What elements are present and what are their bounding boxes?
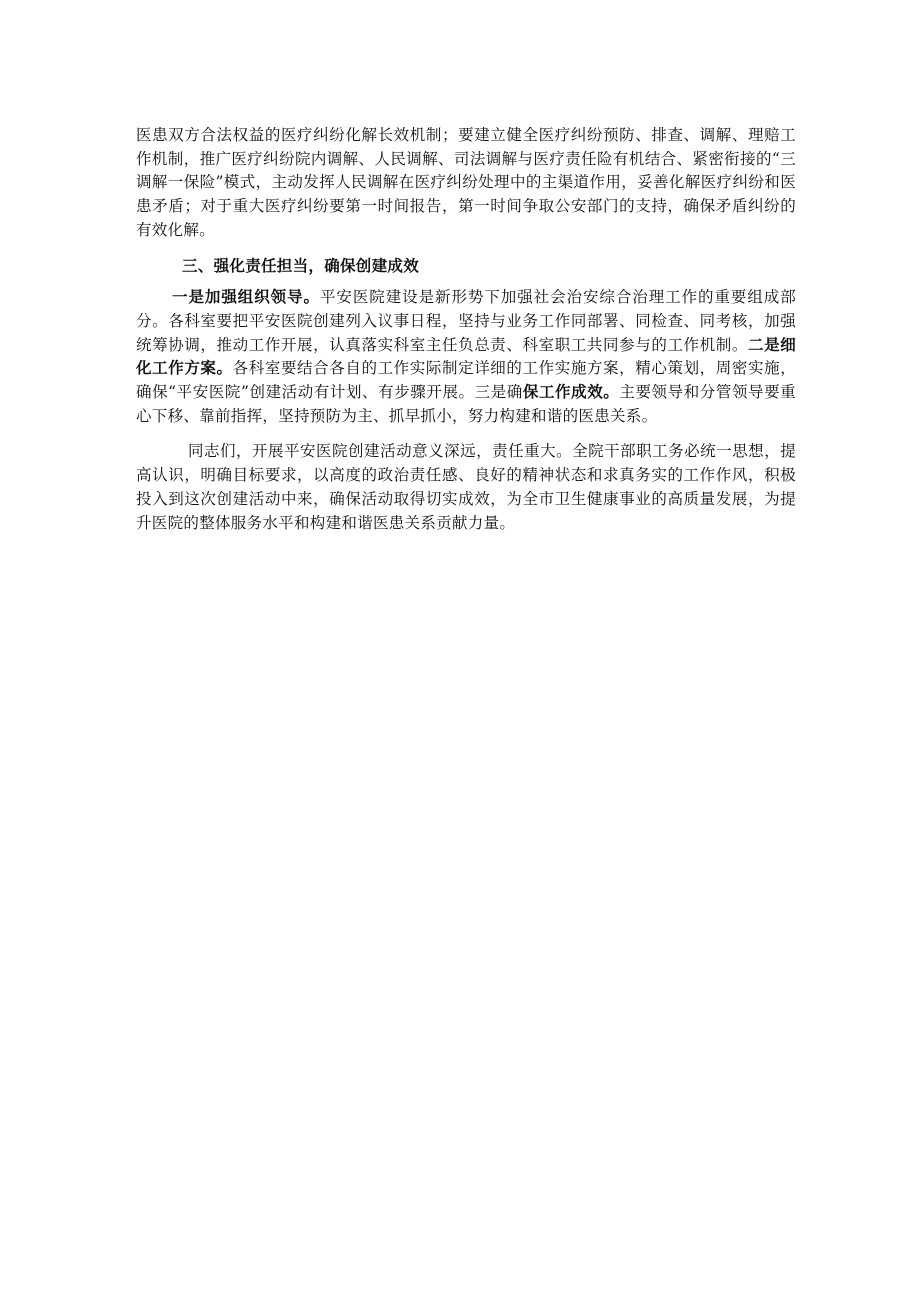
paragraph-dispute-mechanism: 医患双方合法权益的医疗纠纷化解长效机制；要建立健全医疗纠纷预防、排查、调解、理赔工作机制，推广医疗纠纷院内调解、人民调解、司法调解与医疗责任险有机结合、紧密衔接的“三调解一保险”模式，主动发挥人民调解在医疗纠纷处理中的主渠道作用，妥善化解医疗纠纷和医患矛盾；对于重大医疗纠纷要第一时间报告，第一时间争取公安部门的支持，确保矛盾纠纷的有效化解。: [136, 126, 796, 239]
text-organization: 平安医院建设是新形势下加强社会治安综合治理工作的重要组成部分。各科室要把平安医院创建列入议事日程，坚持与业务工作同部署、同检查、同考核，加强统筹协调，推动工作开展，认真落实科室主任负总责、科室职工共同参与的工作机制。: [136, 288, 797, 354]
lead-effectiveness: 保工作成效。: [522, 383, 620, 402]
text-work-plan: 各科室要结合各自的工作实际制定详细的工作实施方案，精心策划，周密实施，确保“平安医院”创建活动有计划、有步骤开展。三是确: [136, 359, 796, 402]
document-page: [136, 124, 796, 535]
lead-organization: 一是加强组织领导。: [172, 288, 320, 307]
section-heading: 三、强化责任担当，确保创建成效: [182, 256, 420, 275]
paragraph-closing: 同志们，开展平安医院创建活动意义深远，责任重大。全院干部职工务必统一思想，提高认识，明确目标要求，以高度的政治责任感、良好的精神状态和求真务实的工作作风，积极投入到这次创建活动中来，确保活动取得切实成效，为全市卫生健康事业的高质量发展，为提升医院的整体服务水平和构建和谐医患关系贡献力量。: [136, 442, 796, 532]
lead-work-plan: 二是细化工作方案。: [136, 335, 796, 378]
text-effectiveness: 主要领导和分管领导要重心下移、靠前指挥，坚持预防为主、抓早抓小，努力构建和谐的医患关系。: [136, 383, 796, 425]
paragraph-responsibility: [136, 286, 796, 428]
